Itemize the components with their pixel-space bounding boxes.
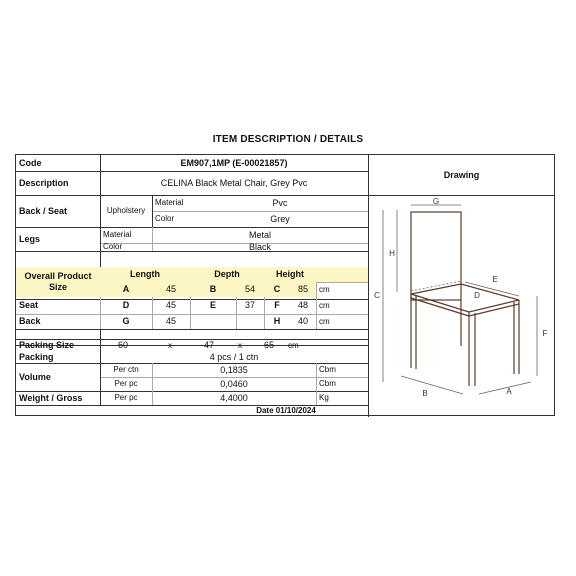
volume-per-ctn-unit: Cbm [319, 365, 336, 374]
dim-seat-unit: cm [319, 300, 330, 310]
legs-material-label: Material [103, 230, 132, 239]
upholstery-material-value: Pvc [272, 197, 288, 208]
packing-label: Packing [19, 352, 54, 362]
drawing-label-c: C [374, 291, 380, 300]
drawing-label-e: E [492, 275, 498, 284]
overall-size-label [16, 267, 100, 297]
dim-back-unit: cm [319, 316, 330, 326]
dim-f-value: 48 [297, 300, 308, 310]
code-value: EM907,1MP (E-00021857) [180, 157, 288, 168]
upholstery-label: Upholstery [106, 206, 146, 215]
packing-size-label: Packing Size [19, 340, 75, 350]
drawing-label-d: D [474, 291, 480, 300]
code-label: Code [19, 157, 42, 168]
volume-per-pc-unit: Cbm [319, 379, 336, 388]
volume-label: Volume [19, 371, 51, 382]
weight-per-pc-label: Per pc [114, 393, 138, 402]
back-label: Back [19, 316, 41, 326]
dim-c-value: 85 [290, 282, 316, 297]
drawing-label-g: G [432, 197, 440, 206]
dim-g-value: 45 [165, 316, 176, 326]
seat-label: Seat [19, 300, 39, 310]
dim-h-value: 40 [297, 316, 308, 326]
upholstery-material-label: Material [155, 198, 184, 207]
depth-header: Depth [190, 267, 264, 282]
spec-sheet [15, 154, 555, 416]
legs-label: Legs [19, 233, 41, 244]
dim-b-value: 54 [236, 282, 264, 297]
dim-h-label: H [273, 316, 281, 326]
packing-value: 4 pcs / 1 ctn [209, 352, 259, 362]
overall-size-line1: Overall Product [24, 271, 92, 281]
drawing-label-a: A [506, 387, 512, 396]
height-header: Height [264, 267, 316, 282]
drawing-label-f: F [542, 329, 548, 338]
length-header: Length [100, 267, 190, 282]
drawing-label: Drawing [443, 169, 480, 180]
drawing-label-h: H [389, 249, 395, 258]
description-label: Description [19, 177, 69, 188]
volume-per-pc-value: 0,0460 [220, 378, 248, 389]
upholstery-color-value: Grey [270, 213, 290, 224]
chair-drawing [369, 196, 555, 402]
dim-g-label: G [122, 316, 130, 326]
date-text: Date 01/10/2024 [256, 406, 316, 415]
packing-size-x2: x [238, 340, 242, 350]
dim-b-label: B [190, 282, 236, 297]
packing-size-height: 65 [264, 340, 275, 350]
dim-e-value: 37 [244, 300, 255, 310]
back-seat-label: Back / Seat [19, 205, 68, 216]
dim-a-value: 45 [152, 282, 190, 297]
volume-per-ctn-value: 0,1835 [220, 364, 248, 375]
dim-a-label: A [100, 282, 152, 297]
packing-size-x1: x [168, 340, 172, 350]
upholstery-color-label: Color [155, 214, 175, 223]
drawing-label-b: B [422, 389, 428, 398]
page-title: ITEM DESCRIPTION / DETAILS [212, 134, 364, 145]
overall-size-line2: Size [48, 282, 67, 292]
dim-overall-unit: cm [319, 284, 330, 294]
chair-backrest [411, 212, 461, 300]
legs-color-label: Color [103, 242, 123, 251]
chair-outline [411, 212, 519, 386]
weight-label: Weight / Gross [19, 392, 83, 403]
dim-d-value: 45 [165, 300, 176, 310]
packing-size-unit: cm [288, 340, 299, 350]
packing-size-width: 47 [204, 340, 215, 350]
legs-color-value: Black [248, 241, 271, 252]
volume-per-ctn-label: Per ctn [113, 365, 139, 374]
volume-per-pc-label: Per pc [114, 379, 138, 388]
dim-f-label: F [274, 300, 280, 310]
dim-d-label: D [122, 300, 130, 310]
weight-unit: Kg [319, 393, 329, 402]
legs-material-value: Metal [248, 229, 271, 240]
header-spacer [316, 267, 368, 282]
weight-value: 4,4000 [220, 392, 248, 403]
dim-c-label: C [264, 282, 290, 297]
packing-size-length: 60 [118, 340, 129, 350]
description-value: CELINA Black Metal Chair, Grey Pvc [160, 177, 308, 188]
dim-e-label: E [209, 300, 216, 310]
